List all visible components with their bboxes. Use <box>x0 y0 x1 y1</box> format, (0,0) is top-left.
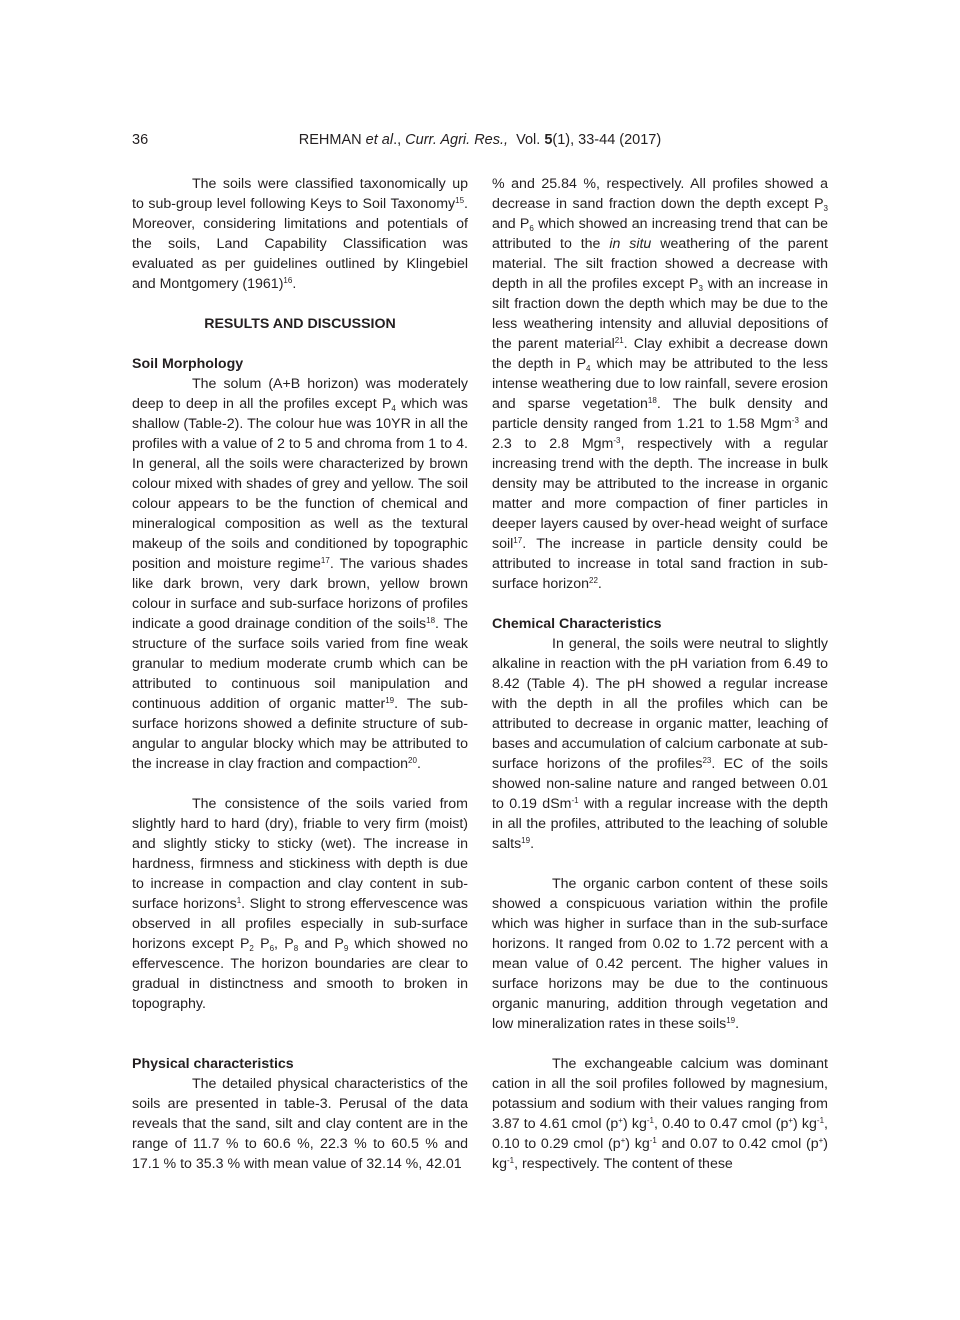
paragraph-solum: The solum (A+B horizon) was moderately deep to deep in all the profiles except $P_4$ which was shallow (Table-2). The colour hue was 10YR in all the profiles with a value of 2 to 5 and chroma from 1 to 4. In general, all the soils were characterized by brown colour mixed with shades of grey and yellow. The soil colour appears to be the function of chemical and mineralogical composition as well as the textural makeup of the soils and conditioned by topographic position and moisture regime$^{17}$. The various shades like dark brown, very dark brown, yellow brown colour in surface and sub-surface horizons of profiles indicate a good drainage condition of the soils$^{18}$. The structure of the surface soils varied from fine weak granular to medium moderate crumb which can be attributed to continuous soil manipulation and continuous addition of organic matter$^{19}$. The sub-surface horizons showed a definite structure of sub-angular to angular blocky which may be attributed to the increase in clay fraction and compaction$^{20}$. <box>132 376 469 772</box>
citation-ref: 18 <box>426 616 436 625</box>
citation-ref: 19 <box>726 1016 736 1025</box>
citation-ref: 19 <box>521 836 531 845</box>
left-column <box>132 174 468 1174</box>
paragraph-physical: The detailed physical characteristics of the soils are presented in table-3. Perusal of the data reveals that the sand, silt and clay content are in the range of 11.7 % to 60.6 %, 22.3 % to 60.5 % and 17.1 % to 35.3 % with mean value of 32.14 %, 42.01 <box>132 1076 468 1172</box>
citation-ref: 1 <box>236 896 242 905</box>
running-head-etal: et al <box>365 132 394 148</box>
paragraph-ph: In general, the soils were neutral to slightly alkaline in reaction with the pH variation from 6.49 to 8.42 (Table 4). The pH showed a regular increase with the depth in all the profiles which can be attributed to decrease in organic matter, leaching of bases and accumulation of calcium carbonate at sub-surface horizons of the profiles$^{23}$. EC of the soils showed non-saline nature and ranged between 0.01 to 0.19 dSm$^{-1}$ with a regular increase with the depth in all the profiles, attributed to the leaching of soluble salts$^{19}$. <box>492 636 828 852</box>
running-head-author: REHMAN <box>298 132 362 148</box>
citation-ref: 18 <box>647 396 657 405</box>
citation-ref: 15 <box>455 196 465 205</box>
paragraph-consistence: The consistence of the soils varied from slightly hard to hard (dry), friable to very firm (moist) and slightly sticky to sticky (wet). The increase in hardness, firmness and stickiness with depth is due to increase in compaction and clay content in sub-surface horizons$^1$. Slight to strong effervescence was observed in all profiles especially in sub-surface horizons except $P_2$ $P_6$, $P_8$ and $P_9$ which showed no effervescence. The horizon boundaries are clear to gradual in distinctness and smooth to broken in topography. <box>132 796 469 1012</box>
citation-ref: 19 <box>385 696 395 705</box>
running-head-vol-label: Vol. <box>516 132 541 148</box>
citation-ref: 16 <box>283 276 293 285</box>
citation-ref: 17 <box>513 536 523 545</box>
page-header <box>132 130 828 150</box>
citation-ref: 23 <box>702 756 712 765</box>
paragraph-organic-carbon: The organic carbon content of these soils showed a conspicuous variation within the profile which was higher in surface than in the sub-surface horizons. It ranged from 0.02 to 1.72 percent with a mean value of 0.42 percent. The higher values in surface horizons may be due to the continuous organic manuring, addition through vegetation and low mineralization rates in these soils$^{19}$. <box>492 876 828 1032</box>
running-head-issue-pages: (1), 33-44 (2017) <box>552 132 662 148</box>
paragraph-classification: The soils were classified taxonomically up to sub-group level following Keys to Soil Taxonomy$^{15}$. Moreover, considering limitations and potentials of the soils, Land Capability Classification was evaluated as per guidelines outlined by Klingebiel and Montgomery $(1961)^{16}$. <box>132 176 468 292</box>
citation-ref: 17 <box>320 556 330 565</box>
paragraph-physical-continued: % and 25.84 %, respectively. All profiles showed a decrease in sand fraction down the depth except $P_3$ and $P_6$ which showed an increasing trend that can be attributed to the in situ weathering of the parent material. The silt fraction showed a decrease with depth in all the profiles except $P_3$ with an increase in silt fraction down the depth which may be due to the less weathering intensity and alluvial depositions of the parent material$^{21}$. Clay exhibit a decrease down the depth in $P_4$ which may be attributed to the less intense weathering due to low rainfall, severe erosion and sparse vegetation$^{18}$. The bulk density and particle density ranged from 1.21 to 1.58 Mgm$^{-3}$ and 2.3 to 2.8 Mgm$^{-3}$, respectively with a regular increasing trend with the depth. The increase in bulk density may be attributed to the increase in organic matter and more compaction of finer particles in deeper layers caused by over-head weight of surface soil$^{17}$. The increase in particle density could be attributed to increase in total sand fraction in sub-surface horizon$^{22}$. <box>492 176 829 592</box>
citation-ref: 20 <box>408 756 417 765</box>
citation-ref: 22 <box>589 576 598 585</box>
running-head-vol-num: 5 <box>544 132 553 148</box>
subheading-chemical: Chemical Characteristics <box>492 616 662 632</box>
right-column <box>492 174 828 1174</box>
paragraph-exchangeable-cations: The exchangeable calcium was dominant cation in all the soil profiles followed by magnesium, potassium and sodium with their values ranging from 3.87 to 4.61 cmol (p+) $kg^{-1}$, 0.40 to 0.47 cmol (p+) $kg^{-1}$, 0.10 to 0.29 cmol (p+) $kg^{-1}$ and 0.07 to 0.42 cmol (p+) $kg^{-1}$, respectively. The content of these <box>492 1056 828 1172</box>
subheading-physical: Physical characteristics <box>132 1056 294 1072</box>
page-number: 36 <box>132 132 149 148</box>
citation-ref: 21 <box>614 336 624 345</box>
subheading-soil-morphology: Soil Morphology <box>132 356 244 372</box>
section-heading-results: RESULTS AND DISCUSSION <box>204 316 396 332</box>
running-head-journal: Curr. Agri. Res., <box>405 132 509 148</box>
running-head: REHMAN et al., Curr. Agri. Res., Vol. 5(1), 33-44 (2017) <box>298 132 662 148</box>
